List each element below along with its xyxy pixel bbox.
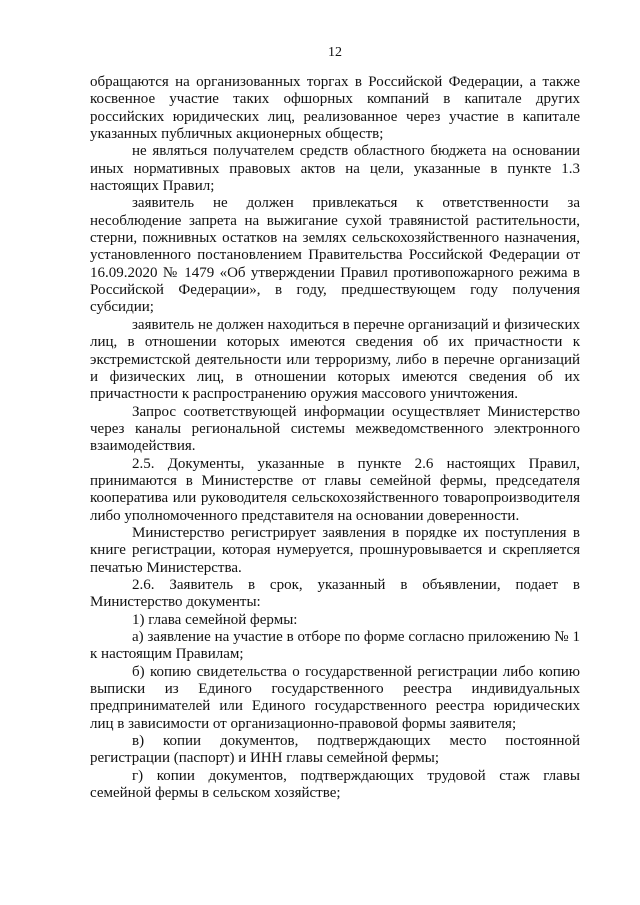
paragraph: а) заявление на участие в отборе по форме согласно приложению № 1 к настоящим Правилам; [90,629,580,663]
paragraph: заявитель не должен находиться в перечне организаций и физических лиц, в отношении которых имеются сведения об их причастности к экстремистской деятельности или терроризму, либо в перечне организаций и физических лиц, в отношении которых имеются сведения об их причастности к распространению оружия массового уничтожения. [90,316,580,403]
paragraph: обращаются на организованных торгах в Российской Федерации, а также косвенное участие таких офшорных компаний в капитале других российских юридических лиц, реализованное через участие в капитале указанных публичных акционерных обществ; [90,74,580,143]
paragraph: г) копии документов, подтверждающих трудовой стаж главы семейной фермы в сельском хозяйстве; [90,767,580,802]
paragraph: не являться получателем средств областного бюджета на основании иных нормативных правовых актов на цели, указанные в пункте 1.3 настоящих Правил; [90,143,580,195]
paragraph: 1) глава семейной фермы: [132,611,298,628]
paragraph: в) копии документов, подтверждающих место постоянной регистрации (паспорт) и ИНН главы семейной фермы; [90,733,580,767]
paragraph: б) копию свидетельства о государственной регистрации либо копию выписки из Единого государственного реестра индивидуальных предпринимателей или Единого государственного реестра юридических лиц в зависимости от организационно-правовой формы заявителя; [90,663,580,732]
paragraph: Запрос соответствующей информации осуществляет Министерство через каналы региональной системы межведомственного электронного взаимодействия. [90,403,580,455]
paragraph: 2.6. Заявитель в срок, указанный в объявлении, подает в Министерство документы: [90,576,580,611]
page-number: 12 [328,45,342,60]
paragraph: заявитель не должен привлекаться к ответственности за несоблюдение запрета на выжигание сухой травянистой растительности, стерни, пожнивных остатков на землях сельскохозяйственного назначения, установленного постановлением Правительства Российской Федерации от 16.09.2020 № 1479 «Об утверждении Правил противопожарного режима в Российской Федерации», в году, предшествующем году получения субсидии; [90,195,580,316]
document-body [90,74,580,802]
paragraph: Министерство регистрирует заявления в порядке их поступления в книге регистрации, которая нумеруется, прошнуровывается и скрепляется печатью Министерства. [90,524,580,576]
paragraph: 2.5. Документы, указанные в пункте 2.6 настоящих Правил, принимаются в Министерстве от главы семейной фермы, председателя кооператива или руководителя сельскохозяйственного товаропроизводителя либо уполномоченного представителя на основании доверенности. [90,455,580,524]
